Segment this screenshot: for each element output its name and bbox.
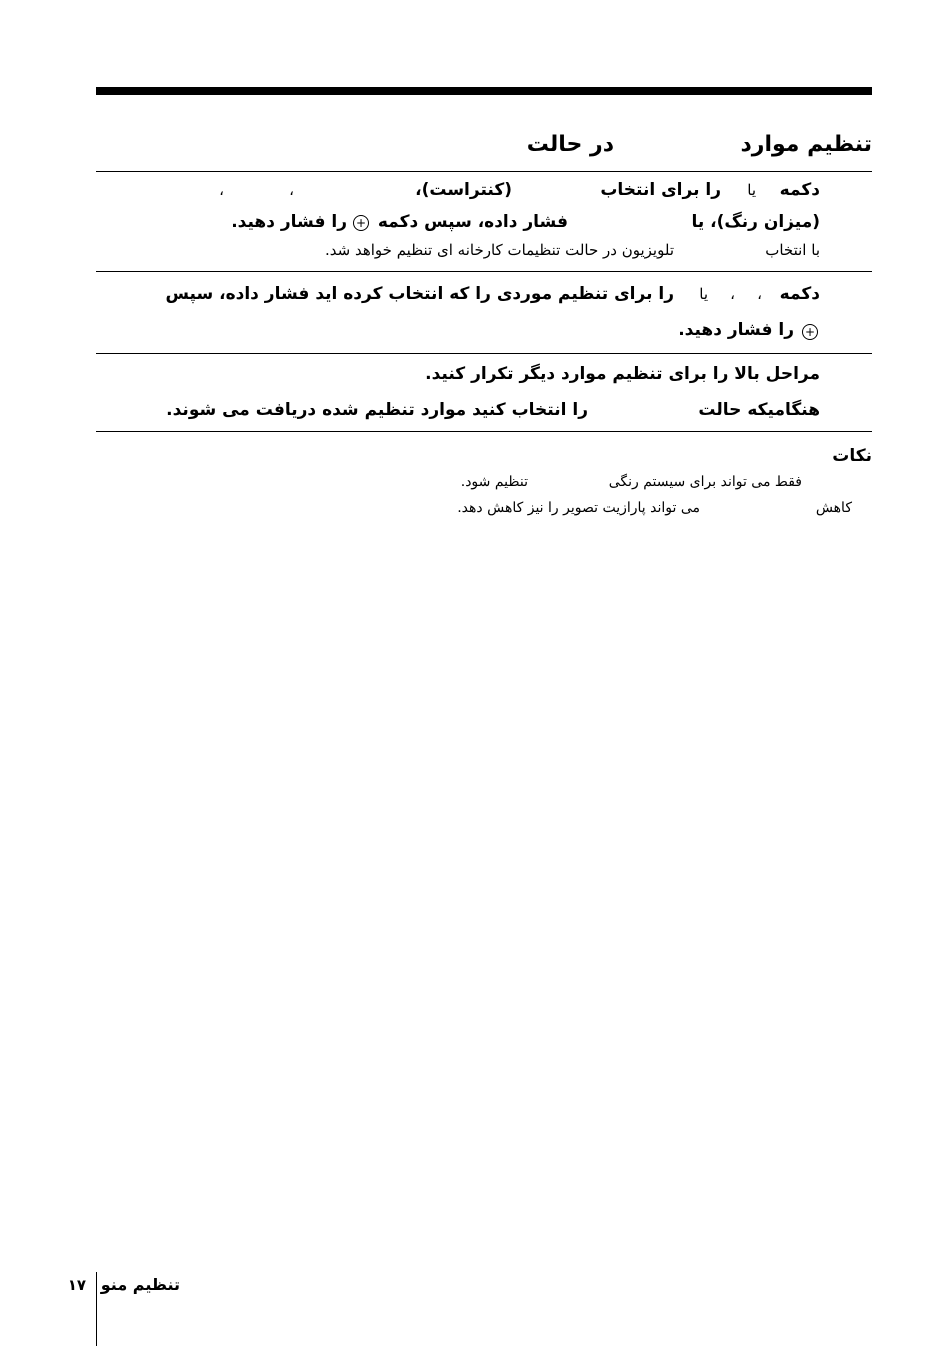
enter-button-icon: + xyxy=(353,215,369,231)
note-item: کاهش xyxy=(815,500,852,516)
enter-button-icon: + xyxy=(802,324,818,340)
page-number: ۱۷ xyxy=(67,1276,86,1294)
step1-text: فشار داده، سپس دکمه xyxy=(377,212,568,232)
step1-note: با انتخاب xyxy=(765,241,820,259)
step2-text: ، xyxy=(757,285,762,303)
step1-text: (کنتراست)، xyxy=(415,180,512,200)
step3-text: مراحل بالا را برای تنظیم موارد دیگر تکرار کنید. xyxy=(425,364,820,384)
step2-text: ، xyxy=(730,285,735,303)
note-item: می تواند پارازیت تصویر را نیز کاهش دهد. xyxy=(457,500,700,516)
step3-text: هنگامیکه حالت xyxy=(698,400,820,420)
top-rule xyxy=(96,87,872,95)
footer-divider xyxy=(96,1272,97,1346)
step2-text: دکمه xyxy=(779,284,820,304)
step2-text: را فشار دهید. xyxy=(678,320,794,340)
step1-text: را فشار دهید. xyxy=(231,212,347,232)
step3-text: را انتخاب کنید موارد تنظیم شده دریافت می شوند. xyxy=(166,400,588,420)
notes-title: نکات xyxy=(832,446,872,466)
divider xyxy=(96,271,872,272)
section-heading-mode: در حالت xyxy=(526,132,614,157)
step1-text: یا xyxy=(747,181,756,199)
step1-text: ، xyxy=(219,181,224,199)
section-heading: تنظیم موارد xyxy=(740,132,872,157)
step2-text: یا xyxy=(699,285,708,303)
footer-section-title: تنظیم منو xyxy=(100,1275,180,1294)
note-item: فقط می تواند برای سیستم رنگی xyxy=(608,474,802,490)
step1-text: را برای انتخاب xyxy=(600,180,721,200)
step1-note: تلویزیون در حالت تنظیمات کارخانه ای تنظیم خواهد شد. xyxy=(324,241,674,259)
step1-text: دکمه xyxy=(779,180,820,200)
divider xyxy=(96,171,872,172)
step1-text: ، xyxy=(289,181,294,199)
step1-text: (میزان رنگ)، یا xyxy=(691,212,820,232)
divider xyxy=(96,353,872,354)
note-item: تنظیم شود. xyxy=(460,474,528,490)
divider xyxy=(96,431,872,432)
step2-text: را برای تنظیم موردی را که انتخاب کرده اید فشار داده، سپس xyxy=(165,284,674,304)
